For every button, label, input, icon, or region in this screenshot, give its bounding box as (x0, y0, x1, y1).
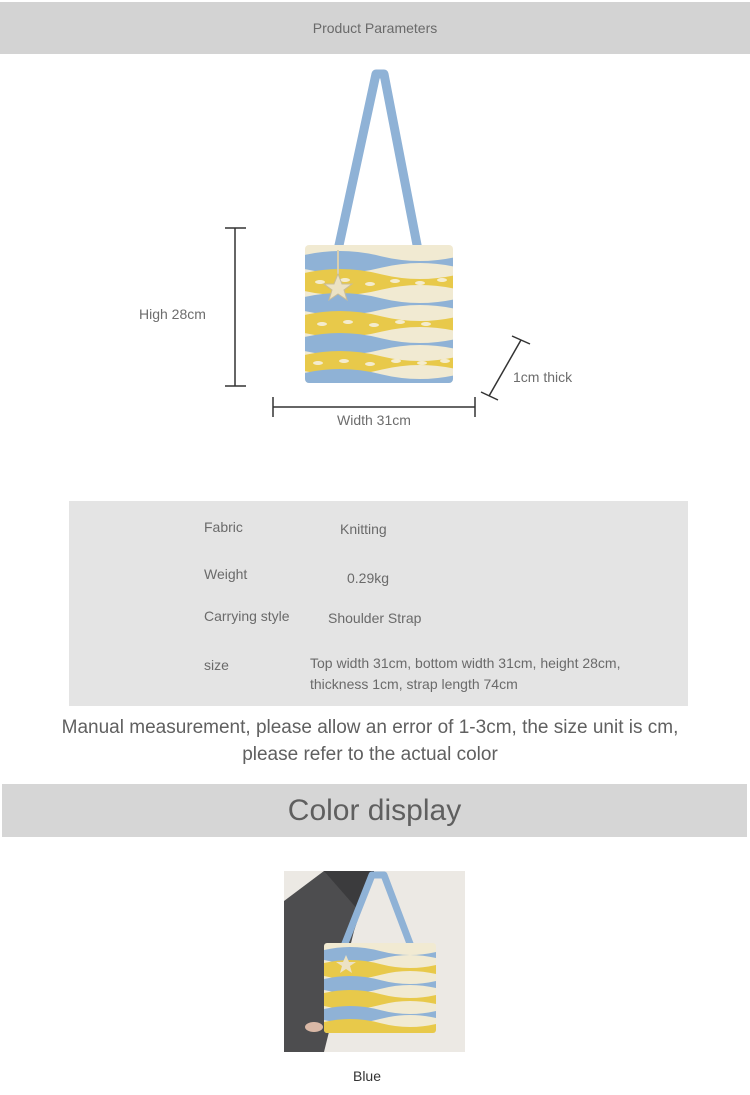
param-key-weight: Weight (204, 566, 248, 582)
param-key-carrying-style: Carrying style (204, 608, 290, 624)
color-display-header (2, 784, 747, 837)
bag-image (0, 60, 750, 440)
note-line-1: Manual measurement, please allow an error of 1-3cm, the size unit is cm, (61, 717, 679, 738)
param-value-fabric: Knitting (340, 521, 387, 537)
note-line-2: please refer to the actual color (242, 744, 498, 765)
thickness-label: 1cm thick (513, 369, 573, 385)
param-value-size: Top width 31cm, bottom width 31cm, height 28cm, thickness 1cm, strap length 74cm (310, 655, 621, 692)
param-key-fabric: Fabric (204, 519, 243, 535)
param-value-carrying-style: Shoulder Strap (328, 610, 422, 626)
width-label: Width 31cm (337, 412, 411, 428)
color-option-label: Blue (352, 1068, 382, 1084)
bag-dimension-diagram (0, 60, 750, 440)
product-parameters-header (0, 2, 750, 54)
color-display-title: Color display (287, 793, 462, 827)
parameters-table (69, 501, 688, 706)
param-key-size: size (204, 657, 229, 673)
bag-photo-image (284, 871, 465, 1052)
color-option-blue-photo[interactable] (284, 871, 465, 1052)
measurement-note (0, 714, 740, 768)
param-value-weight: 0.29kg (347, 570, 390, 586)
header-title: Product Parameters (312, 20, 438, 36)
height-label: High 28cm (139, 306, 206, 322)
